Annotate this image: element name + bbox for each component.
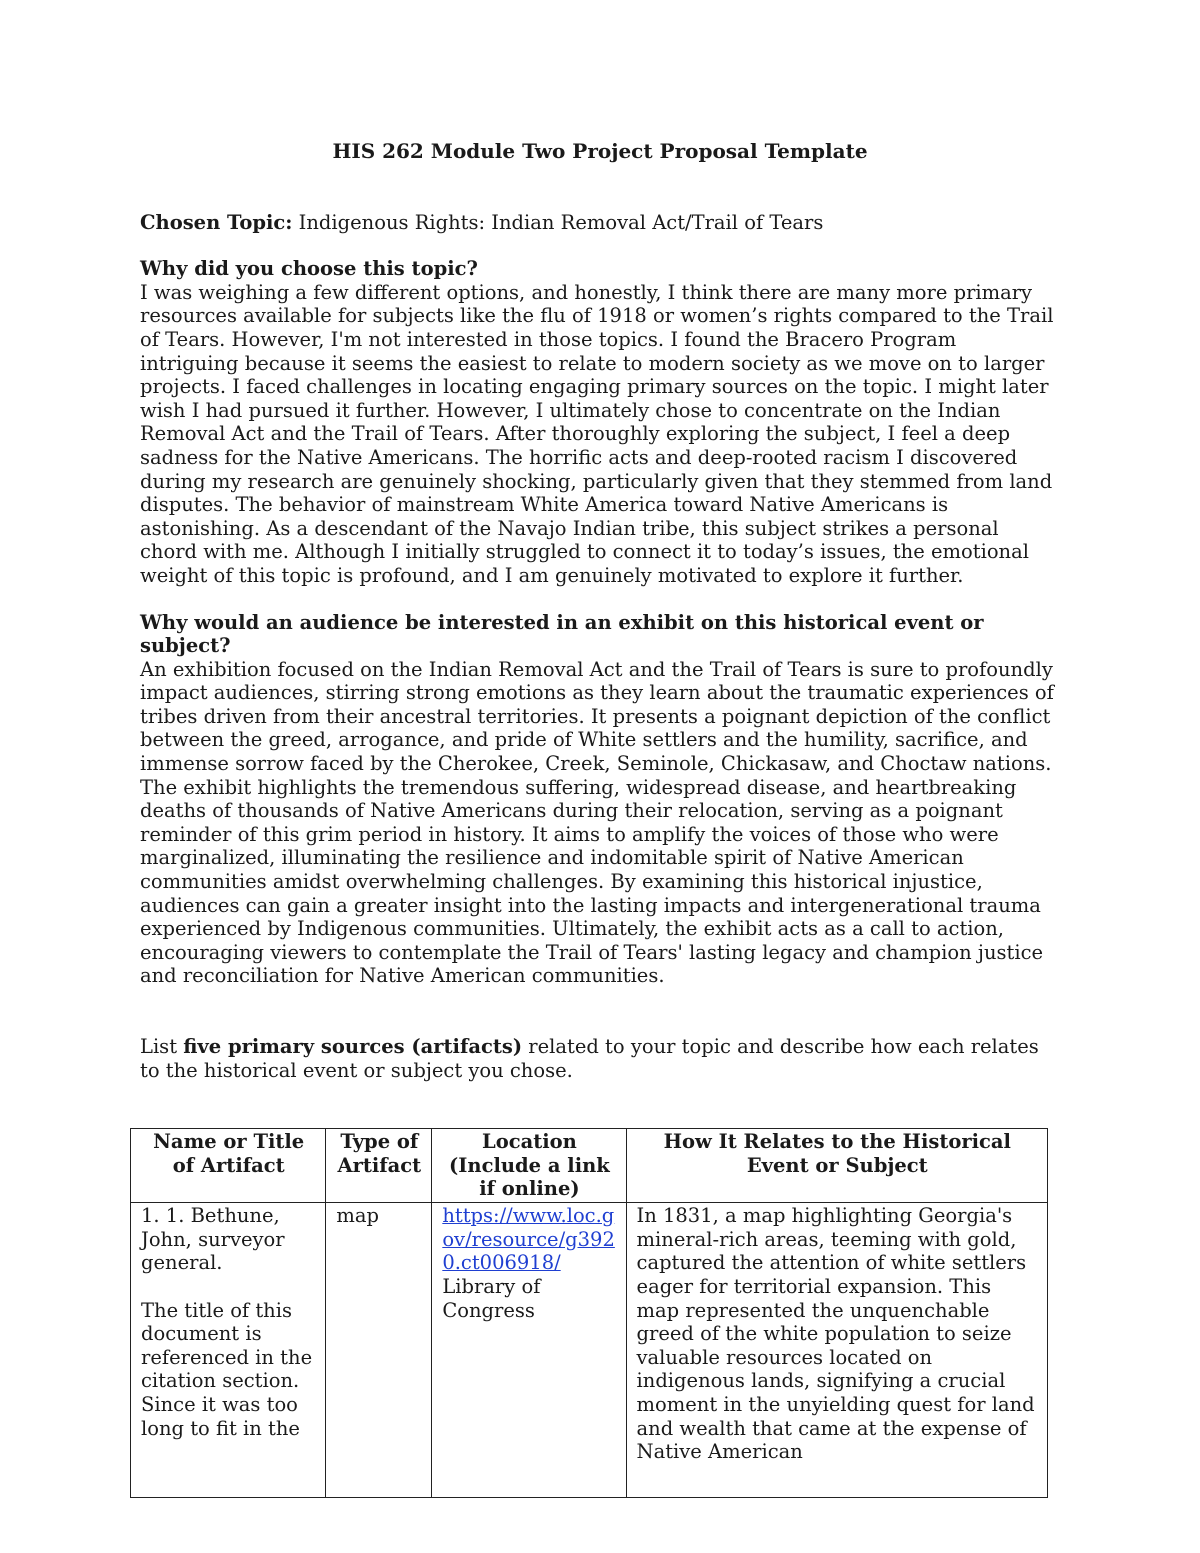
table-row [131,1203,1048,1498]
artifact-location-cell [432,1203,626,1498]
artifacts-table [130,1128,1048,1498]
chosen-topic [140,211,1060,235]
header-type: Type of Artifact [326,1129,432,1203]
why-topic-body: I was weighing a few different options, and honestly, I think there are many more primary resources available for subjects like the flu of 1918 or women’s rights compared to the Trail of Tears. However, I'm not interested in those topics. I found the Bracero Program intriguing because it seems the easiest to relate to modern society as we move on to larger projects. I faced challenges in locating engaging primary sources on the topic. I might later wish I had pursued it further. However, I ultimately chose to concentrate on the Indian Removal Act and the Trail of Tears. After thoroughly exploring the subject, I feel a deep sadness for the Native Americans. The horrific acts and deep-rooted racism I discovered during my research are genuinely shocking, particularly given that they stemmed from land disputes. The behavior of mainstream White America toward Native Americans is astonishing. As a descendant of the Navajo Indian tribe, this subject strikes a personal chord with me. Although I initially struggled to connect it to today’s issues, the emotional weight of this topic is profound, and I am genuinely motivated to explore it further. [140,280,1054,587]
list-intro [140,1035,1045,1082]
artifact-location-text: Library of Congress [442,1274,541,1322]
table-header-row [131,1129,1048,1203]
why-audience-heading: Why would an audience be interested in an exhibit on this historical event or subject? [140,610,984,658]
artifact-type-cell: map [326,1203,432,1498]
artifact-name-line1: 1. 1. Bethune, John, surveyor general. [141,1204,285,1275]
artifact-location-link[interactable]: https://www.loc.gov/resource/g3920.ct006918/ [442,1204,615,1275]
cell-spacer [141,1275,316,1299]
list-intro-prefix: List [140,1035,184,1058]
list-intro-suffix: related to your topic and describe how each relates to the historical event or subject you chose. [140,1035,1039,1082]
artifact-name-line2: The title of this document is referenced in the citation section. Since it was too long to fit in the [141,1298,313,1440]
artifact-relation-cell: In 1831, a map highlighting Georgia's mineral-rich areas, teeming with gold, captured the attention of white settlers eager for territorial expansion. This map represented the unquenchable greed of the white population to seize valuable resources located on indigenous lands, signifying a crucial moment in the unyielding quest for land and wealth that came at the expense of Native American [626,1203,1047,1498]
why-audience-body: An exhibition focused on the Indian Removal Act and the Trail of Tears is sure to profoundly impact audiences, stirring strong emotions as they learn about the traumatic experiences of tribes driven from their ancestral territories. It presents a poignant depiction of the conflict between the greed, arrogance, and pride of White settlers and the humility, sacrifice, and immense sorrow faced by the Cherokee, Creek, Seminole, Chickasaw, and Choctaw nations. The exhibit highlights the tremendous suffering, widespread disease, and heartbreaking deaths of thousands of Native Americans during their relocation, serving as a poignant reminder of this grim period in history. It aims to amplify the voices of those who were marginalized, illuminating the resilience and indomitable spirit of Native American communities amidst overwhelming challenges. By examining this historical injustice, audiences can gain a greater insight into the lasting impacts and intergenerational trauma experienced by Indigenous communities. Ultimately, the exhibit acts as a call to action, encouraging viewers to contemplate the Trail of Tears' lasting legacy and champion justice and reconciliation for Native American communities. [140,657,1054,988]
list-intro-bold: five primary sources (artifacts) [183,1035,523,1058]
header-relation: How It Relates to the Historical Event or Subject [626,1129,1047,1203]
document-title: HIS 262 Module Two Project Proposal Template [332,139,868,163]
why-topic-heading: Why did you choose this topic? [140,257,478,281]
header-name: Name or Title of Artifact [131,1129,326,1203]
chosen-topic-value: Indigenous Rights: Indian Removal Act/Trail of Tears [298,210,824,234]
artifact-name-cell [131,1203,326,1498]
document-page [140,140,1060,1498]
chosen-topic-label: Chosen Topic: [140,210,293,234]
why-topic-section [140,257,1060,587]
header-location: Location (Include a link if online) [432,1129,626,1203]
why-audience-section [140,611,1060,989]
